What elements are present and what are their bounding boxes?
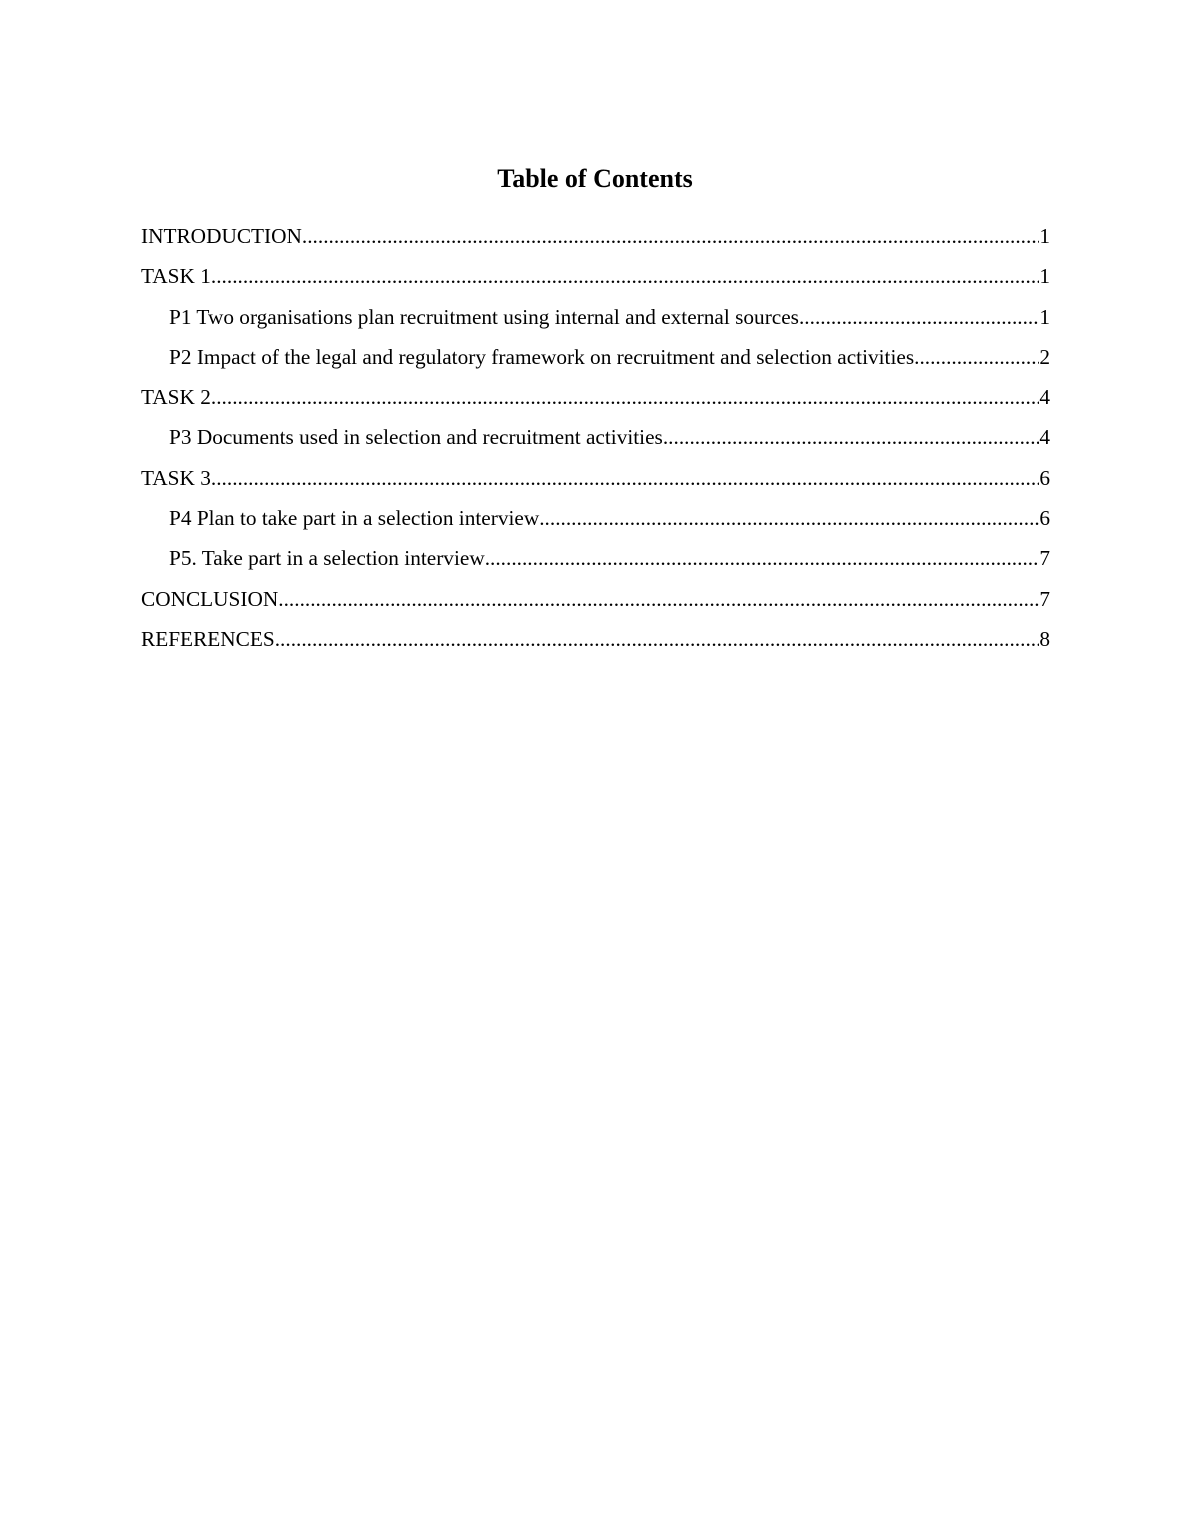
toc-entry-references[interactable] [141,622,1050,662]
toc-title: Table of Contents [497,164,693,193]
toc-entry-conclusion[interactable] [141,582,1050,622]
toc-entry-p2[interactable] [141,340,1050,380]
toc-entry-text: CONCLUSION [141,586,279,611]
toc-entry-task-3[interactable] [141,461,1050,501]
toc-dot-leader [485,541,1040,575]
toc-entry-text: REFERENCES [141,626,275,651]
toc-page-number: 4 [1039,425,1050,450]
toc-entry-text: INTRODUCTION [141,224,302,248]
toc-dot-leader [914,340,1039,374]
toc-dot-leader [211,461,1039,495]
toc-page-number: 7 [1039,546,1050,571]
toc-entry-introduction[interactable] [141,219,1050,259]
toc-dot-leader [302,219,1039,253]
toc-entry-text: P4 Plan to take part in a selection interview [169,506,540,531]
toc-page-number: 6 [1039,465,1050,490]
toc-entry-text: P2 Impact of the legal and regulatory framework on recruitment and selection activities [169,344,915,369]
toc-dot-leader [539,501,1039,535]
toc-dot-leader [211,259,1039,293]
toc-entry-text: TASK 1 [141,264,211,289]
toc-page-number: 1 [1039,304,1050,329]
toc-entry-task-1[interactable] [141,259,1050,299]
toc-entry-task-2[interactable] [141,380,1050,420]
toc-dot-leader [799,300,1039,334]
toc-page-number: 4 [1039,385,1050,410]
toc-entry-text: P3 Documents used in selection and recruitment activities [169,425,663,450]
toc-dot-leader [278,582,1039,616]
toc-page-number: 1 [1039,264,1050,289]
toc-list [141,219,1050,662]
toc-entry-p5[interactable] [141,541,1050,581]
toc-entry-p3[interactable] [141,420,1050,460]
toc-entry-text: P1 Two organisations plan recruitment using internal and external sources [169,304,799,329]
toc-page-number: 1 [1039,224,1050,248]
toc-page-number: 2 [1039,344,1050,369]
toc-page-number: 6 [1039,506,1050,531]
toc-page-number: 7 [1039,586,1050,611]
toc-dot-leader [275,622,1040,656]
toc-dot-leader [211,380,1039,414]
toc-entry-text: TASK 3 [141,465,211,490]
toc-dot-leader [663,420,1040,454]
toc-entry-text: P5. Take part in a selection interview [169,546,485,571]
toc-page-number: 8 [1039,626,1050,651]
toc-entry-p4[interactable] [141,501,1050,541]
toc-entry-text: TASK 2 [141,385,211,410]
toc-entry-p1[interactable] [141,300,1050,340]
